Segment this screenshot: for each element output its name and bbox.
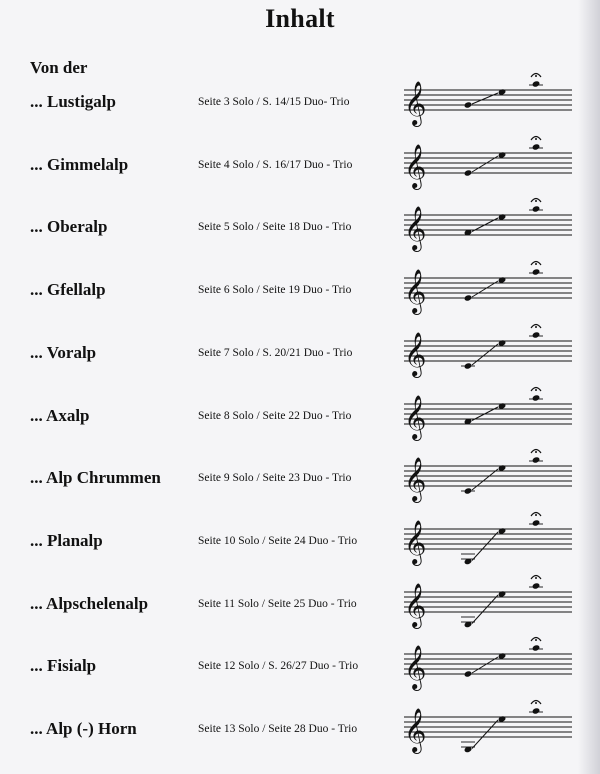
treble-clef-staff-icon — [402, 392, 574, 448]
entry-title: ... Gfellalp — [30, 280, 106, 300]
entry-title: ... Gimmelalp — [30, 154, 129, 174]
treble-clef-icon: 𝄞 — [404, 582, 427, 627]
contents-entry — [0, 519, 600, 583]
entry-pages: Seite 5 Solo / Seite 18 Duo - Trio — [198, 221, 352, 234]
treble-clef-icon: 𝄞 — [404, 708, 427, 752]
entry-title: ... Voralp — [30, 342, 97, 362]
held-note — [532, 80, 541, 87]
contents-entry — [0, 81, 600, 144]
entry-pages: Seite 7 Solo / S. 20/21 Duo - Trio — [198, 346, 353, 359]
treble-clef-staff-icon — [402, 517, 574, 573]
fermata-dot — [535, 639, 537, 641]
start-note — [464, 169, 473, 176]
treble-clef-staff-icon — [402, 266, 574, 322]
treble-clef-staff-icon — [402, 329, 574, 385]
contents-entry — [0, 457, 600, 520]
held-note — [532, 331, 541, 338]
treble-clef-icon: 𝄞 — [404, 394, 427, 439]
entry-title: ... Lustigalp — [30, 92, 116, 111]
entry-pages: Seite 4 Solo / S. 16/17 Duo - Trio — [198, 158, 353, 171]
entry-title: ... Axalp — [30, 405, 90, 425]
contents-entry — [0, 708, 600, 771]
fermata-dot — [535, 577, 537, 579]
treble-clef-staff-icon — [402, 705, 574, 761]
contents-entry — [0, 645, 600, 708]
start-note — [464, 101, 473, 108]
entry-pages: Seite 6 Solo / Seite 19 Duo - Trio — [198, 284, 352, 297]
entry-pages: Seite 12 Solo / S. 26/27 Duo - Trio — [198, 660, 359, 673]
entry-title: ... Oberalp — [30, 217, 108, 237]
contents-entry — [0, 582, 600, 646]
treble-clef-icon: 𝄞 — [404, 519, 427, 564]
held-note — [532, 268, 541, 275]
entry-pages: Seite 10 Solo / Seite 24 Duo - Trio — [198, 534, 358, 547]
start-note — [464, 362, 473, 369]
treble-clef-staff-icon — [402, 203, 574, 259]
fermata-dot — [535, 389, 537, 391]
fermata-dot — [535, 138, 537, 140]
entry-pages: Seite 13 Solo / Seite 28 Duo - Trio — [198, 723, 358, 735]
entry-title: ... Fisialp — [30, 656, 97, 676]
held-note — [532, 457, 541, 464]
contents-entry — [0, 394, 600, 458]
entry-pages: Seite 9 Solo / Seite 23 Duo - Trio — [198, 472, 352, 485]
contents-entry — [0, 269, 600, 332]
entry-pages: Seite 8 Solo / Seite 22 Duo - Trio — [198, 409, 352, 422]
fermata-dot — [535, 263, 537, 265]
treble-clef-staff-icon — [402, 642, 574, 698]
treble-clef-icon: 𝄞 — [404, 269, 427, 314]
treble-clef-icon: 𝄞 — [404, 206, 427, 251]
held-note — [532, 394, 541, 401]
fermata-dot — [535, 75, 537, 77]
contents-entry — [0, 331, 600, 395]
fermata-dot — [535, 702, 537, 704]
treble-clef-icon: 𝄞 — [404, 457, 427, 502]
entry-title: ... Alpschelenalp — [30, 593, 149, 613]
treble-clef-icon: 𝄞 — [404, 143, 427, 188]
held-note — [532, 519, 541, 526]
start-note — [464, 671, 473, 678]
contents-entry — [0, 143, 600, 207]
treble-clef-staff-icon — [402, 78, 574, 134]
glissando-line — [472, 469, 498, 490]
treble-clef-staff-icon — [402, 141, 574, 197]
held-note — [532, 206, 541, 213]
entry-title: ... Alp (-) Horn — [30, 719, 137, 738]
treble-clef-icon: 𝄞 — [404, 331, 427, 376]
held-note — [532, 645, 541, 652]
treble-clef-icon: 𝄞 — [404, 645, 427, 690]
glissando-line — [472, 344, 498, 365]
held-note — [532, 143, 541, 150]
fermata-dot — [535, 451, 537, 453]
fermata-dot — [535, 200, 537, 202]
entry-pages: Seite 3 Solo / S. 14/15 Duo- Trio — [198, 96, 350, 108]
treble-clef-staff-icon — [402, 580, 574, 636]
glissando-line — [472, 532, 498, 561]
start-note — [464, 294, 473, 301]
start-note — [464, 488, 473, 495]
held-note — [532, 707, 541, 714]
fermata-dot — [535, 514, 537, 516]
fermata-dot — [535, 326, 537, 328]
page-title: Inhalt — [265, 4, 335, 33]
held-note — [532, 582, 541, 589]
entry-pages: Seite 11 Solo / Seite 25 Duo - Trio — [198, 597, 357, 610]
entry-title: ... Planalp — [30, 530, 103, 550]
treble-clef-staff-icon — [402, 454, 574, 510]
entry-title: ... Alp Chrummen — [30, 468, 161, 488]
treble-clef-icon: 𝄞 — [404, 81, 427, 125]
intro-label: Von der — [30, 58, 88, 77]
glissando-line — [472, 720, 498, 749]
glissando-line — [472, 595, 498, 624]
contents-entry — [0, 206, 600, 269]
